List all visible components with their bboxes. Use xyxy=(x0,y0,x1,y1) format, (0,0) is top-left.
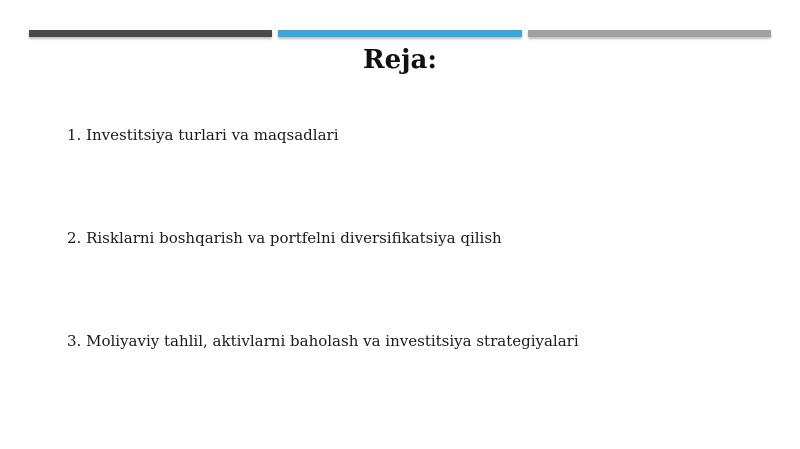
list-item: 3. Moliyaviy tahlil, aktivlarni baholash va investitsiya strategiyalari xyxy=(67,332,579,350)
list-item: 1. Investitsiya turlari va maqsadlari xyxy=(67,126,339,144)
header-bar-gray xyxy=(528,30,771,37)
slide-title: Reja: xyxy=(362,45,437,75)
list-item: 2. Risklarni boshqarish va portfelni diversifikatsiya qilish xyxy=(67,229,502,247)
header-bar-blue xyxy=(278,30,522,37)
header-bar-dark xyxy=(29,30,272,37)
